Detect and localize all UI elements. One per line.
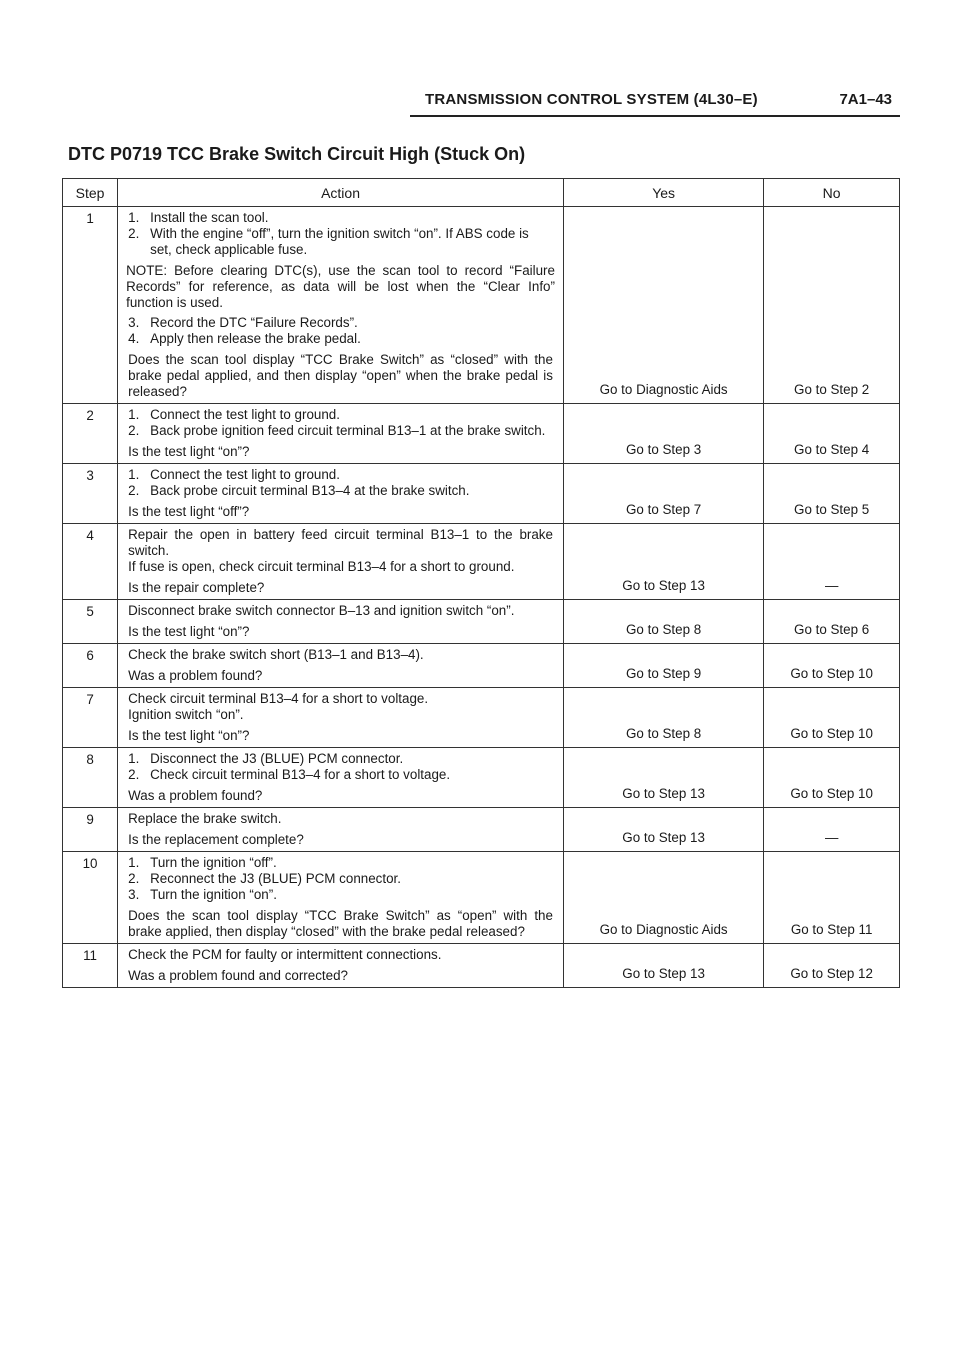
action-cell <box>118 644 564 688</box>
action-text: Disconnect brake switch connector B–13 and ignition switch “on”. <box>128 603 515 618</box>
step-number: 8 <box>63 748 118 808</box>
action-cell <box>118 748 564 808</box>
yes-result: Go to Step 8 <box>563 688 763 748</box>
step-number: 3 <box>63 464 118 524</box>
column-header-action: Action <box>118 179 564 207</box>
column-header-yes: Yes <box>563 179 763 207</box>
no-result: Go to Step 10 <box>764 644 900 688</box>
no-result: Go to Step 4 <box>764 404 900 464</box>
step-number: 7 <box>63 688 118 748</box>
action-cell <box>118 464 564 524</box>
question-text: Was a problem found? <box>128 788 263 803</box>
page-number: 7A1–43 <box>839 91 892 108</box>
no-result: Go to Step 6 <box>764 600 900 644</box>
table-row <box>63 524 900 600</box>
action-text: Check the PCM for faulty or intermittent connections. <box>128 947 442 962</box>
list-item: 2. With the engine “off”, turn the ignition switch “on”. If ABS code is set, check applicable fuse. <box>128 226 529 257</box>
no-result: Go to Step 11 <box>764 852 900 944</box>
action-text: Check the brake switch short (B13–1 and B13–4). <box>128 647 424 662</box>
list-item: 2. Back probe ignition feed circuit terminal B13–1 at the brake switch. <box>128 423 546 438</box>
table-header-row <box>63 179 900 207</box>
dtc-title: DTC P0719 TCC Brake Switch Circuit High (Stuck On) <box>68 144 526 164</box>
question-text: Is the replacement complete? <box>128 832 304 847</box>
question-text: Is the repair complete? <box>128 580 265 595</box>
table-row <box>63 464 900 524</box>
list-item: 1. Connect the test light to ground. <box>128 467 340 482</box>
table-row <box>63 944 900 988</box>
no-result: — <box>764 524 900 600</box>
list-item: 1. Disconnect the J3 (BLUE) PCM connector. <box>128 751 404 766</box>
no-result: Go to Step 10 <box>764 748 900 808</box>
no-result: Go to Step 12 <box>764 944 900 988</box>
step-number: 9 <box>63 808 118 852</box>
header-rule <box>410 115 900 117</box>
column-header-no: No <box>764 179 900 207</box>
question-text: Is the test light “off”? <box>128 504 250 519</box>
question-text: Does the scan tool display “TCC Brake Switch” as “open” with the brake applied, then display “closed” with the brake pedal released? <box>128 908 553 939</box>
action-text: Repair the open in battery feed circuit terminal B13–1 to the brake switch. <box>128 527 553 558</box>
action-text: Check circuit terminal B13–4 for a short to voltage. <box>128 691 429 706</box>
table-row <box>63 600 900 644</box>
table-row <box>63 852 900 944</box>
yes-result: Go to Step 13 <box>563 808 763 852</box>
question-text: Was a problem found and corrected? <box>128 968 348 983</box>
action-cell <box>118 404 564 464</box>
list-item: 1. Turn the ignition “off”. <box>128 855 277 870</box>
list-item: 2. Check circuit terminal B13–4 for a short to voltage. <box>128 767 451 782</box>
section-title: TRANSMISSION CONTROL SYSTEM (4L30–E) <box>425 91 758 108</box>
action-text: Ignition switch “on”. <box>128 707 244 722</box>
question-text: Does the scan tool display “TCC Brake Switch” as “closed” with the brake pedal applied, and then display “open” when the brake pedal is released? <box>128 352 553 399</box>
step-number: 6 <box>63 644 118 688</box>
table-row <box>63 748 900 808</box>
yes-result: Go to Step 7 <box>563 464 763 524</box>
yes-result: Go to Step 3 <box>563 404 763 464</box>
list-item: 2. Back probe circuit terminal B13–4 at the brake switch. <box>128 483 470 498</box>
action-cell <box>118 524 564 600</box>
yes-result: Go to Step 8 <box>563 600 763 644</box>
table-row <box>63 644 900 688</box>
question-text: Was a problem found? <box>128 668 263 683</box>
action-cell <box>118 944 564 988</box>
yes-result: Go to Step 13 <box>563 748 763 808</box>
action-cell <box>118 688 564 748</box>
action-cell <box>118 808 564 852</box>
action-cell <box>118 852 564 944</box>
no-result: — <box>764 808 900 852</box>
no-result: Go to Step 5 <box>764 464 900 524</box>
list-item: 1. Install the scan tool. <box>128 210 269 225</box>
table-row <box>63 404 900 464</box>
list-item: 3. Turn the ignition “on”. <box>128 887 277 902</box>
question-text: Is the test light “on”? <box>128 624 250 639</box>
column-header-step: Step <box>63 179 118 207</box>
action-text: If fuse is open, check circuit terminal B13–4 for a short to ground. <box>128 559 515 574</box>
action-text: Replace the brake switch. <box>128 811 282 826</box>
table-row <box>63 808 900 852</box>
table-row <box>63 207 900 404</box>
yes-result: Go to Step 13 <box>563 524 763 600</box>
yes-result: Go to Step 9 <box>563 644 763 688</box>
list-item: 1. Connect the test light to ground. <box>128 407 340 422</box>
yes-result: Go to Diagnostic Aids <box>563 852 763 944</box>
step-number: 4 <box>63 524 118 600</box>
no-result: Go to Step 2 <box>764 207 900 404</box>
question-text: Is the test light “on”? <box>128 728 250 743</box>
action-cell <box>118 600 564 644</box>
step-number: 5 <box>63 600 118 644</box>
question-text: Is the test light “on”? <box>128 444 250 459</box>
step-number: 10 <box>63 852 118 944</box>
yes-result: Go to Diagnostic Aids <box>563 207 763 404</box>
step-number: 1 <box>63 207 118 404</box>
list-item: 2. Reconnect the J3 (BLUE) PCM connector. <box>128 871 401 886</box>
yes-result: Go to Step 13 <box>563 944 763 988</box>
note-text: NOTE: Before clearing DTC(s), use the scan tool to record “Failure Records” for reference, as data will be lost when the “Clear Info” function is used. <box>126 263 555 310</box>
diagnostic-table <box>62 178 900 988</box>
action-cell <box>118 207 564 404</box>
step-number: 2 <box>63 404 118 464</box>
page-header <box>410 91 900 115</box>
list-item: 4. Apply then release the brake pedal. <box>128 331 361 346</box>
step-number: 11 <box>63 944 118 988</box>
table-row <box>63 688 900 748</box>
list-item: 3. Record the DTC “Failure Records”. <box>128 315 358 330</box>
no-result: Go to Step 10 <box>764 688 900 748</box>
